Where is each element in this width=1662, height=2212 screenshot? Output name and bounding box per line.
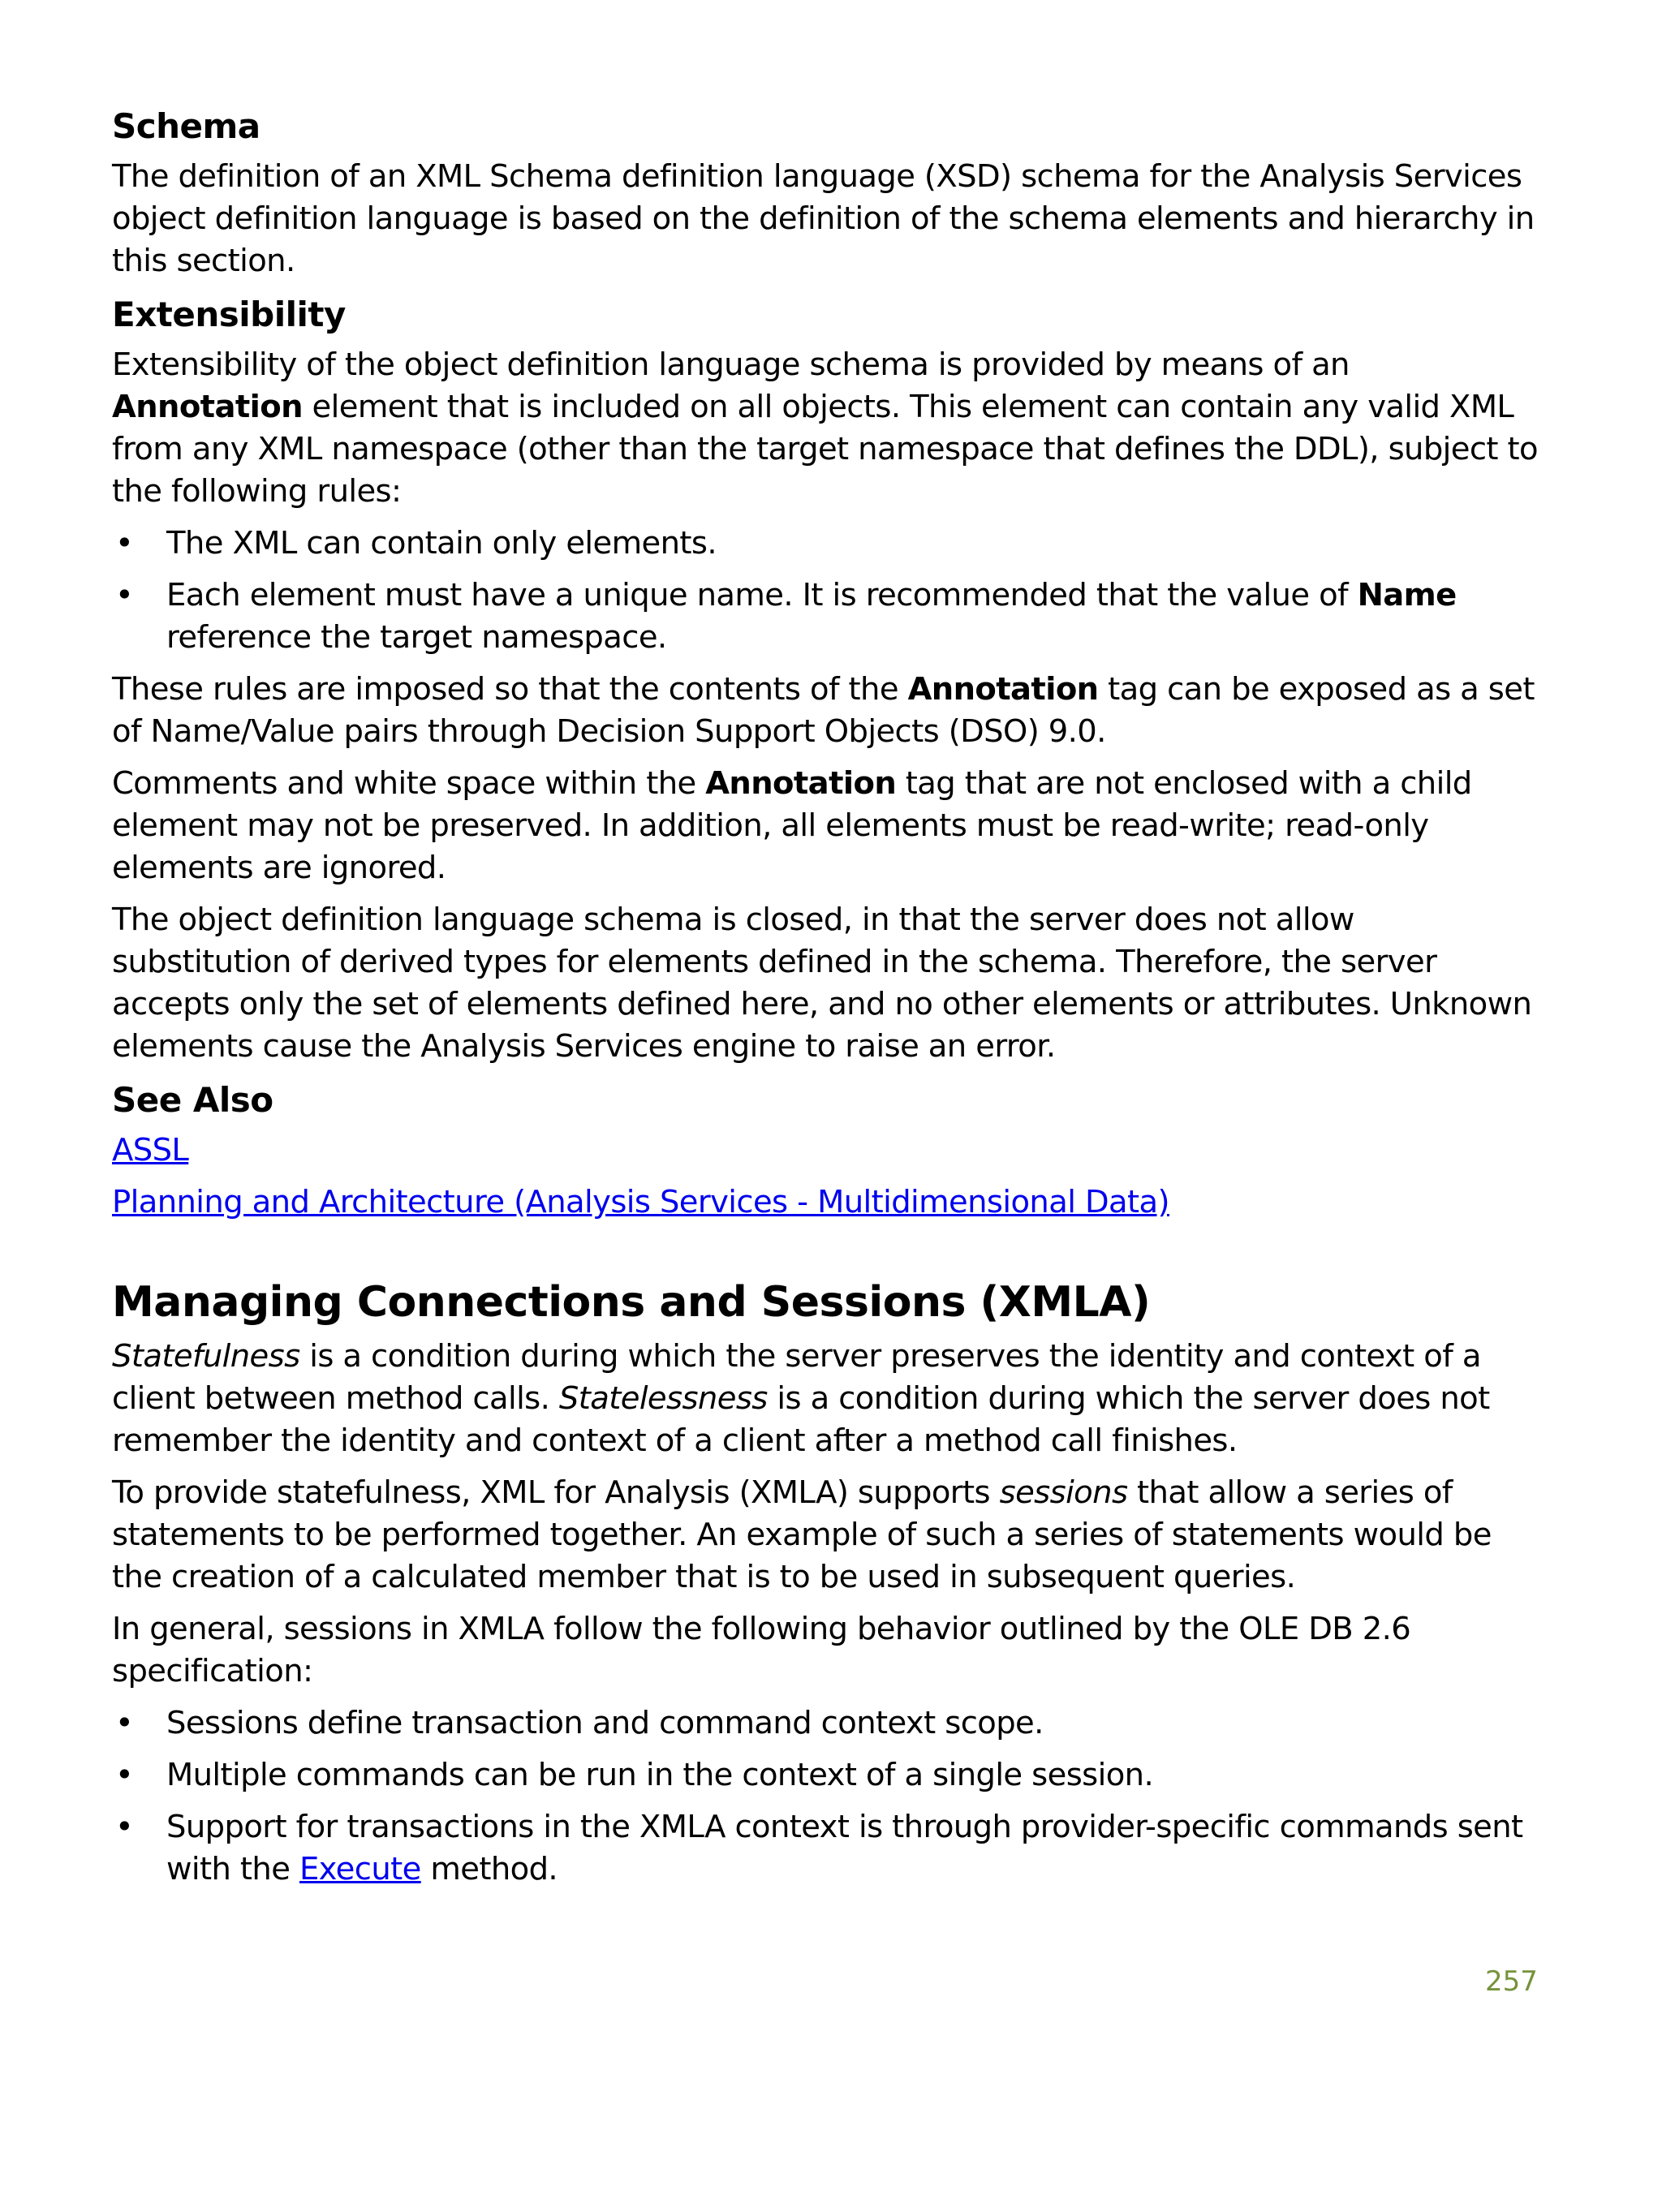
extensibility-rules-list [112,523,1540,659]
schema-heading: Schema [112,106,260,146]
annotation-term: Annotation [112,389,303,425]
bullet-icon: • [115,1809,134,1845]
text: Multiple commands can be run in the context of a single session. [166,1757,1154,1793]
sessions-term: sessions [999,1474,1128,1511]
name-term: Name [1357,577,1457,613]
bullet-icon: • [115,1705,134,1741]
text: that allow a series of statements to be performed together. An example of such a series of statements would be the creation of a calculated member that is to be used in subsequent queries. [112,1474,1492,1595]
text: The XML can contain only elements. [166,525,717,562]
text: Support for transactions in the XMLA context is through provider-specific commands sent with the [166,1809,1523,1887]
list-item [112,575,1540,659]
extensibility-paragraph-4: The object definition language schema is closed, in that the server does not allow substitution of derived types for elements defined in the schema. Therefore, the server accepts only the set of elements defined here, and no other elements or attributes. Unknown elements cause the Analysis Services engine to raise an error. [112,902,1532,1065]
text: These rules are imposed so that the contents of the [112,671,908,708]
schema-paragraph: The definition of an XML Schema definition language (XSD) schema for the Analysis Services object definition language is based on the definition of the schema elements and hierarchy in this section. [112,158,1535,279]
text: is a condition during which the server preserves the identity and context of a client between method calls. [112,1338,1481,1417]
statefulness-term: Statefulness [112,1338,300,1375]
document-page [112,104,1540,1900]
text: Extensibility of the object definition language schema is provided by means of an [112,346,1350,383]
extensibility-paragraph-3 [112,763,1540,889]
link-assl[interactable]: ASSL [112,1132,189,1168]
managing-paragraph-1 [112,1336,1540,1462]
list-item [112,523,1540,565]
annotation-term: Annotation [907,671,1099,708]
text: To provide statefulness, XML for Analysis (XMLA) supports [112,1474,1000,1511]
extensibility-paragraph-2 [112,669,1540,753]
text: element that is included on all objects. This element can contain any valid XML from any XML namespace (other than the target namespace that defines the DDL), subject to the following rules: [112,389,1539,510]
list-item [112,1702,1540,1745]
extensibility-heading: Extensibility [112,295,346,334]
managing-paragraph-2 [112,1472,1540,1599]
text: tag can be exposed as a set of Name/Value pairs through Decision Support Objects (DSO) 9.0. [112,671,1535,750]
text: Sessions define transaction and command context scope. [166,1705,1044,1741]
text: Each element must have a unique name. It is recommended that the value of [166,577,1358,613]
see-also-links [112,1130,1540,1224]
text: is a condition during which the server does not remember the identity and context of a client after a method call finishes. [112,1380,1490,1459]
text: tag that are not enclosed with a child element may not be preserved. In addition, all elements must be read-write; read-only elements are ignored. [112,765,1472,886]
list-item [112,1806,1540,1891]
bullet-icon: • [115,577,134,613]
link-execute[interactable]: Execute [299,1851,421,1887]
managing-paragraph-3: In general, sessions in XMLA follow the following behavior outlined by the OLE DB 2.6 specification: [112,1611,1411,1689]
link-planning-and-architecture[interactable]: Planning and Architecture (Analysis Services - Multidimensional Data) [112,1184,1169,1220]
bullet-icon: • [115,525,134,562]
text: Comments and white space within the [112,765,706,802]
bullet-icon: • [115,1757,134,1793]
annotation-term: Annotation [705,765,897,802]
session-behavior-list [112,1702,1540,1891]
text: reference the target namespace. [166,619,667,656]
managing-connections-heading: Managing Connections and Sessions (XMLA) [112,1278,1151,1327]
page-number: 257 [1485,1965,1538,1998]
text: method. [420,1851,558,1887]
see-also-heading: See Also [112,1080,273,1120]
statelessness-term: Statelessness [558,1380,768,1417]
extensibility-intro [112,344,1540,513]
list-item [112,1754,1540,1797]
